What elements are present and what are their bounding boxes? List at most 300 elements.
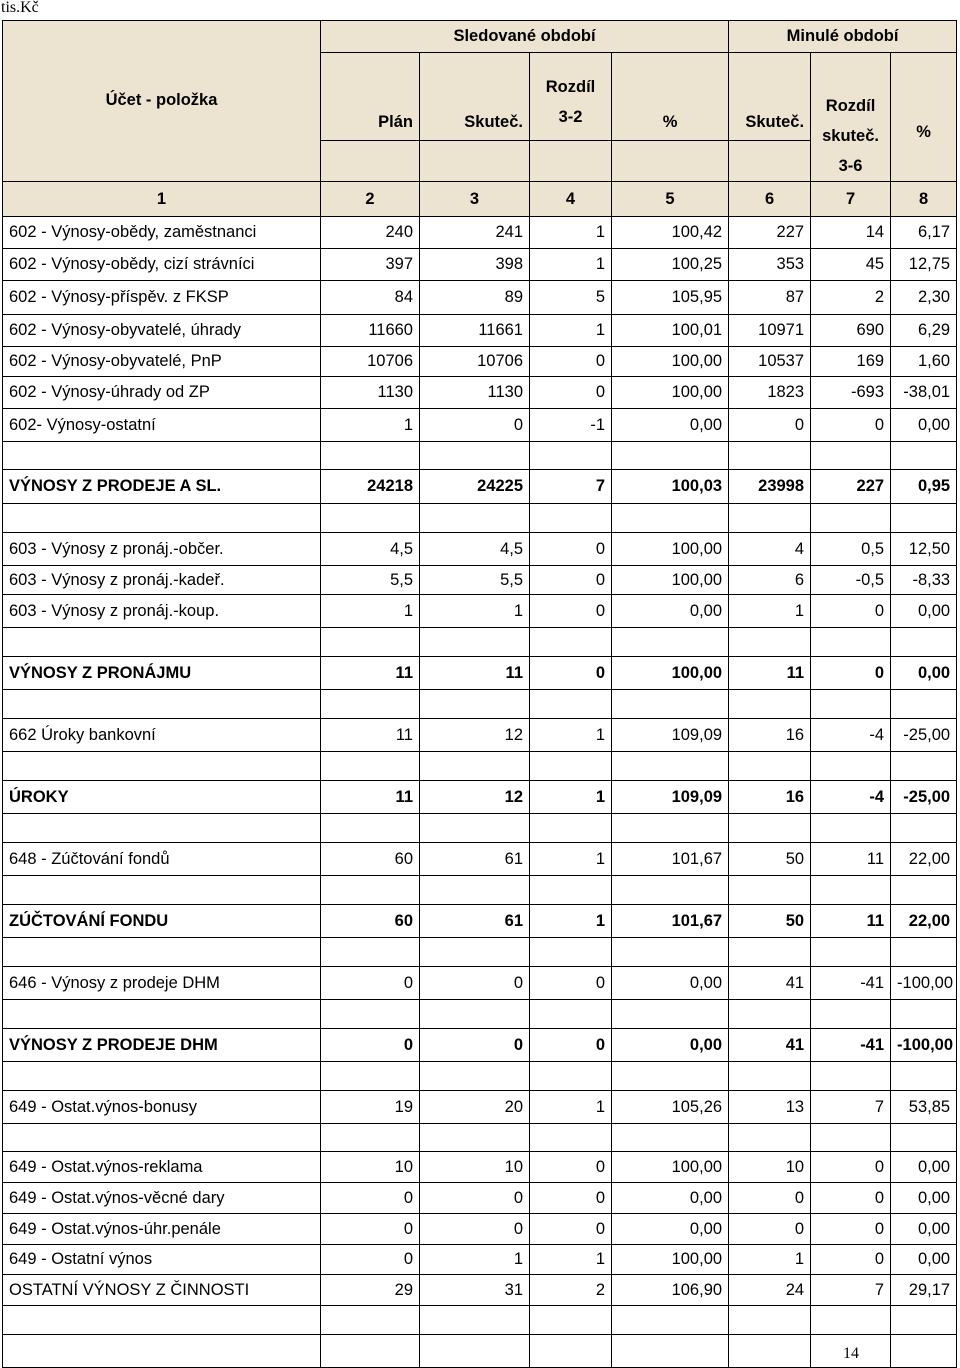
value-cell: 0 — [530, 533, 612, 566]
value-cell: 0 — [729, 409, 811, 442]
value-cell: -4 — [811, 719, 891, 752]
value-cell: 105,26 — [612, 1091, 729, 1124]
value-cell: 0 — [530, 657, 612, 690]
value-cell: 169 — [811, 347, 891, 377]
value-cell: 0 — [530, 377, 612, 409]
value-cell: 1,60 — [891, 347, 957, 377]
value-cell: 50 — [729, 843, 811, 876]
header-spacer — [530, 141, 612, 182]
value-cell: 227 — [811, 470, 891, 504]
row-label: 649 - Ostat.výnos-věcné dary — [3, 1183, 321, 1214]
spacer-row — [3, 442, 957, 470]
empty-cell — [530, 1124, 612, 1152]
value-cell: 0 — [321, 1029, 420, 1062]
empty-cell — [3, 504, 321, 533]
row-label — [3, 1335, 321, 1368]
empty-cell — [891, 938, 957, 967]
value-cell: 16 — [729, 781, 811, 814]
header-number: 5 — [612, 182, 729, 217]
value-cell: 105,95 — [612, 281, 729, 315]
value-cell: 0 — [811, 1183, 891, 1214]
table-row — [3, 1245, 957, 1275]
value-cell: 61 — [420, 843, 530, 876]
empty-cell — [891, 1000, 957, 1029]
header-diff-top: Rozdíl — [545, 78, 596, 97]
header-number: 1 — [3, 182, 321, 217]
empty-cell — [420, 690, 530, 719]
empty-cell — [3, 1000, 321, 1029]
value-cell: 101,67 — [612, 905, 729, 938]
header-prev-actual: Skuteč. — [729, 53, 811, 141]
value-cell: 0 — [811, 409, 891, 442]
row-label: 602 - Výnosy-obyvatelé, úhrady — [3, 315, 321, 347]
value-cell: 1823 — [729, 377, 811, 409]
value-cell — [891, 1335, 957, 1368]
row-label: 646 - Výnosy z prodeje DHM — [3, 967, 321, 1000]
header-current-period: Sledované období — [321, 21, 729, 53]
table-row — [3, 1152, 957, 1183]
empty-cell — [811, 876, 891, 905]
header-prev-diff-mid: skuteč. — [822, 127, 879, 145]
value-cell: 1 — [530, 249, 612, 281]
empty-cell — [612, 752, 729, 781]
value-cell: 0 — [321, 967, 420, 1000]
value-cell: 100,00 — [612, 657, 729, 690]
empty-cell — [321, 504, 420, 533]
value-cell: 6,17 — [891, 217, 957, 249]
table-row — [3, 249, 957, 281]
row-label: 602 - Výnosy-příspěv. z FKSP — [3, 281, 321, 315]
empty-cell — [729, 442, 811, 470]
header-actual: Skuteč. — [420, 53, 530, 141]
value-cell: 11 — [811, 905, 891, 938]
header-number: 4 — [530, 182, 612, 217]
empty-cell — [3, 938, 321, 967]
value-cell: 16 — [729, 719, 811, 752]
value-cell: -25,00 — [891, 781, 957, 814]
empty-cell — [729, 504, 811, 533]
value-cell: 0 — [530, 1152, 612, 1183]
empty-cell — [612, 1062, 729, 1091]
total-row — [3, 1335, 957, 1368]
value-cell: 0,00 — [891, 1214, 957, 1245]
empty-cell — [612, 1000, 729, 1029]
value-cell: 0 — [321, 1245, 420, 1275]
table-row — [3, 1183, 957, 1214]
empty-cell — [321, 628, 420, 657]
empty-cell — [891, 1124, 957, 1152]
empty-cell — [3, 876, 321, 905]
value-cell: 11 — [321, 657, 420, 690]
empty-cell — [811, 1124, 891, 1152]
value-cell: 1 — [729, 1245, 811, 1275]
row-label: 648 - Zúčtování fondů — [3, 843, 321, 876]
row-label: 602 - Výnosy-obyvatelé, PnP — [3, 347, 321, 377]
row-label: 602 - Výnosy-úhrady od ZP — [3, 377, 321, 409]
value-cell: 20 — [420, 1091, 530, 1124]
value-cell: 100,00 — [612, 377, 729, 409]
table-body — [3, 217, 957, 1368]
empty-cell — [530, 938, 612, 967]
value-cell: 0 — [530, 347, 612, 377]
empty-cell — [612, 876, 729, 905]
value-cell: -25,00 — [891, 719, 957, 752]
value-cell — [729, 1335, 811, 1368]
table-row — [3, 315, 957, 347]
value-cell: 0 — [420, 1183, 530, 1214]
empty-cell — [321, 876, 420, 905]
value-cell: 0 — [420, 967, 530, 1000]
value-cell: -8,33 — [891, 566, 957, 595]
empty-cell — [612, 1306, 729, 1335]
empty-cell — [3, 814, 321, 843]
empty-cell — [530, 690, 612, 719]
unit-label: tis.Kč — [1, 0, 39, 16]
value-cell: 2 — [811, 281, 891, 315]
value-cell: 7 — [530, 470, 612, 504]
value-cell: 1 — [729, 595, 811, 628]
empty-cell — [321, 1000, 420, 1029]
table-row — [3, 1091, 957, 1124]
spacer-row — [3, 1062, 957, 1091]
value-cell: 100,00 — [612, 347, 729, 377]
value-cell: 397 — [321, 249, 420, 281]
empty-cell — [420, 504, 530, 533]
total-row — [3, 781, 957, 814]
empty-cell — [811, 442, 891, 470]
value-cell: -41 — [811, 967, 891, 1000]
spacer-row — [3, 814, 957, 843]
value-cell: 19 — [321, 1091, 420, 1124]
value-cell — [420, 1335, 530, 1368]
value-cell: 227 — [729, 217, 811, 249]
header-prev-diff — [811, 53, 891, 182]
value-cell: 0 — [420, 1029, 530, 1062]
value-cell: -38,01 — [891, 377, 957, 409]
value-cell: 10537 — [729, 347, 811, 377]
value-cell: 1 — [321, 409, 420, 442]
table-row — [3, 1275, 957, 1306]
total-row — [3, 470, 957, 504]
empty-cell — [420, 1124, 530, 1152]
value-cell: 45 — [811, 249, 891, 281]
empty-cell — [530, 814, 612, 843]
value-cell: 24225 — [420, 470, 530, 504]
value-cell: 60 — [321, 843, 420, 876]
value-cell: 11 — [729, 657, 811, 690]
value-cell: 22,00 — [891, 905, 957, 938]
header-number-row — [3, 182, 957, 217]
empty-cell — [811, 690, 891, 719]
empty-cell — [811, 814, 891, 843]
empty-cell — [3, 1306, 321, 1335]
empty-cell — [321, 1306, 420, 1335]
table-row — [3, 533, 957, 566]
value-cell: 12 — [420, 781, 530, 814]
value-cell: 240 — [321, 217, 420, 249]
value-cell: 100,25 — [612, 249, 729, 281]
empty-cell — [891, 628, 957, 657]
empty-cell — [811, 1306, 891, 1335]
spacer-row — [3, 1000, 957, 1029]
value-cell: 0 — [530, 1029, 612, 1062]
value-cell: 14 — [811, 217, 891, 249]
value-cell: 10706 — [420, 347, 530, 377]
value-cell: 89 — [420, 281, 530, 315]
value-cell: 109,09 — [612, 719, 729, 752]
value-cell: 1 — [530, 1091, 612, 1124]
value-cell: 0 — [321, 1183, 420, 1214]
value-cell: 10 — [420, 1152, 530, 1183]
empty-cell — [811, 1062, 891, 1091]
value-cell: 11 — [420, 657, 530, 690]
empty-cell — [420, 442, 530, 470]
value-cell: 10706 — [321, 347, 420, 377]
value-cell: 1 — [530, 905, 612, 938]
table-row — [3, 843, 957, 876]
value-cell: 0,00 — [612, 1183, 729, 1214]
value-cell: 0 — [811, 1245, 891, 1275]
empty-cell — [530, 1062, 612, 1091]
header-diff — [530, 53, 612, 141]
value-cell: 0 — [321, 1214, 420, 1245]
empty-cell — [811, 628, 891, 657]
value-cell: 41 — [729, 1029, 811, 1062]
empty-cell — [891, 752, 957, 781]
empty-cell — [420, 814, 530, 843]
empty-cell — [321, 814, 420, 843]
value-cell: -693 — [811, 377, 891, 409]
value-cell: 1130 — [420, 377, 530, 409]
table-row — [3, 409, 957, 442]
spacer-row — [3, 1124, 957, 1152]
empty-cell — [891, 1306, 957, 1335]
value-cell: 11 — [811, 843, 891, 876]
empty-cell — [321, 1124, 420, 1152]
row-label: 649 - Ostat.výnos-úhr.penále — [3, 1214, 321, 1245]
row-label: 649 - Ostat.výnos-bonusy — [3, 1091, 321, 1124]
value-cell: 10971 — [729, 315, 811, 347]
value-cell: 87 — [729, 281, 811, 315]
value-cell: 0,00 — [891, 657, 957, 690]
header-number: 7 — [811, 182, 891, 217]
total-row — [3, 657, 957, 690]
table-row — [3, 347, 957, 377]
empty-cell — [530, 504, 612, 533]
total-row — [3, 905, 957, 938]
empty-cell — [891, 1062, 957, 1091]
row-label: VÝNOSY Z PRODEJE A SL. — [3, 470, 321, 504]
empty-cell — [612, 938, 729, 967]
empty-cell — [3, 1062, 321, 1091]
row-label: 649 - Ostatní výnos — [3, 1245, 321, 1275]
value-cell: 4,5 — [321, 533, 420, 566]
value-cell: 0,00 — [612, 1029, 729, 1062]
value-cell: -1 — [530, 409, 612, 442]
value-cell: 690 — [811, 315, 891, 347]
spacer-row — [3, 1306, 957, 1335]
row-label: 603 - Výnosy z pronáj.-kadeř. — [3, 566, 321, 595]
empty-cell — [729, 1306, 811, 1335]
empty-cell — [729, 814, 811, 843]
empty-cell — [612, 814, 729, 843]
header-number: 3 — [420, 182, 530, 217]
value-cell: 12,50 — [891, 533, 957, 566]
empty-cell — [891, 690, 957, 719]
empty-cell — [420, 1306, 530, 1335]
value-cell: 12,75 — [891, 249, 957, 281]
value-cell: 0,95 — [891, 470, 957, 504]
value-cell: 0,00 — [612, 1214, 729, 1245]
empty-cell — [3, 628, 321, 657]
value-cell: 29,17 — [891, 1275, 957, 1306]
value-cell: 241 — [420, 217, 530, 249]
value-cell — [530, 1335, 612, 1368]
value-cell: 23998 — [729, 470, 811, 504]
header-spacer — [729, 141, 811, 182]
value-cell: 100,00 — [612, 1152, 729, 1183]
value-cell: 0 — [530, 967, 612, 1000]
row-label: OSTATNÍ VÝNOSY Z ČINNOSTI — [3, 1275, 321, 1306]
spacer-row — [3, 938, 957, 967]
value-cell: 13 — [729, 1091, 811, 1124]
row-label: 649 - Ostat.výnos-reklama — [3, 1152, 321, 1183]
value-cell: 106,90 — [612, 1275, 729, 1306]
value-cell: 84 — [321, 281, 420, 315]
value-cell: 2 — [530, 1275, 612, 1306]
value-cell: 31 — [420, 1275, 530, 1306]
value-cell: 11661 — [420, 315, 530, 347]
value-cell: 0,00 — [891, 1245, 957, 1275]
table-row — [3, 595, 957, 628]
empty-cell — [729, 690, 811, 719]
value-cell: -41 — [811, 1029, 891, 1062]
header-number: 8 — [891, 182, 957, 217]
empty-cell — [729, 628, 811, 657]
value-cell: 1 — [420, 1245, 530, 1275]
value-cell: 1 — [321, 595, 420, 628]
value-cell: 100,00 — [612, 566, 729, 595]
value-cell: 6,29 — [891, 315, 957, 347]
empty-cell — [891, 814, 957, 843]
value-cell: 0 — [530, 595, 612, 628]
value-cell: 0 — [811, 1214, 891, 1245]
row-label: 602 - Výnosy-obědy, cizí strávníci — [3, 249, 321, 281]
empty-cell — [811, 938, 891, 967]
table-row — [3, 1214, 957, 1245]
value-cell: 12 — [420, 719, 530, 752]
value-cell: -100,00 — [891, 1029, 957, 1062]
value-cell: 0 — [729, 1183, 811, 1214]
value-cell: 1 — [530, 843, 612, 876]
table-row — [3, 566, 957, 595]
header-pct: % — [612, 53, 729, 141]
empty-cell — [729, 752, 811, 781]
empty-cell — [811, 752, 891, 781]
value-cell — [321, 1335, 420, 1368]
row-label: 602- Výnosy-ostatní — [3, 409, 321, 442]
value-cell: 41 — [729, 967, 811, 1000]
empty-cell — [321, 752, 420, 781]
empty-cell — [3, 1124, 321, 1152]
value-cell — [612, 1335, 729, 1368]
row-label: ÚROKY — [3, 781, 321, 814]
header-prev-pct: % — [891, 53, 957, 182]
value-cell: 4,5 — [420, 533, 530, 566]
empty-cell — [530, 876, 612, 905]
value-cell: 0 — [420, 1214, 530, 1245]
header-prev-diff-bottom: 3-6 — [838, 157, 863, 175]
value-cell: 1 — [530, 217, 612, 249]
empty-cell — [420, 628, 530, 657]
empty-cell — [420, 938, 530, 967]
value-cell: 5 — [530, 281, 612, 315]
value-cell: 7 — [811, 1091, 891, 1124]
empty-cell — [530, 1306, 612, 1335]
header-account: Účet - položka — [3, 21, 321, 182]
row-label: VÝNOSY Z PRONÁJMU — [3, 657, 321, 690]
value-cell: 0,00 — [612, 409, 729, 442]
header-number: 2 — [321, 182, 420, 217]
empty-cell — [612, 690, 729, 719]
value-cell: 398 — [420, 249, 530, 281]
value-cell: 10 — [321, 1152, 420, 1183]
value-cell: 29 — [321, 1275, 420, 1306]
value-cell: 0,00 — [612, 595, 729, 628]
value-cell: 0,00 — [891, 409, 957, 442]
value-cell: 4 — [729, 533, 811, 566]
value-cell: 0,00 — [891, 1152, 957, 1183]
total-row — [3, 1029, 957, 1062]
spacer-row — [3, 690, 957, 719]
empty-cell — [729, 1000, 811, 1029]
table-row — [3, 377, 957, 409]
empty-cell — [612, 1124, 729, 1152]
value-cell: -100,00 — [891, 967, 957, 1000]
value-cell: 0 — [530, 566, 612, 595]
value-cell: 24218 — [321, 470, 420, 504]
row-label: VÝNOSY Z PRODEJE DHM — [3, 1029, 321, 1062]
table-row — [3, 217, 957, 249]
empty-cell — [420, 1000, 530, 1029]
value-cell: 1 — [530, 781, 612, 814]
empty-cell — [612, 628, 729, 657]
header-number: 6 — [729, 182, 811, 217]
empty-cell — [729, 938, 811, 967]
value-cell: -0,5 — [811, 566, 891, 595]
value-cell: 0,00 — [891, 595, 957, 628]
header-prev-diff-top: Rozdíl — [825, 97, 876, 115]
value-cell: 0 — [811, 1152, 891, 1183]
empty-cell — [530, 1000, 612, 1029]
row-label: 602 - Výnosy-obědy, zaměstnanci — [3, 217, 321, 249]
value-cell: 0 — [811, 595, 891, 628]
spacer-row — [3, 752, 957, 781]
value-cell: 1 — [530, 1245, 612, 1275]
empty-cell — [811, 504, 891, 533]
value-cell: 0 — [729, 1214, 811, 1245]
spacer-row — [3, 876, 957, 905]
empty-cell — [321, 1062, 420, 1091]
empty-cell — [530, 752, 612, 781]
empty-cell — [3, 442, 321, 470]
header-spacer — [321, 141, 420, 182]
row-label: 603 - Výnosy z pronáj.-občer. — [3, 533, 321, 566]
value-cell: 100,01 — [612, 315, 729, 347]
value-cell: 100,03 — [612, 470, 729, 504]
row-label: 603 - Výnosy z pronáj.-koup. — [3, 595, 321, 628]
value-cell: 5,5 — [420, 566, 530, 595]
